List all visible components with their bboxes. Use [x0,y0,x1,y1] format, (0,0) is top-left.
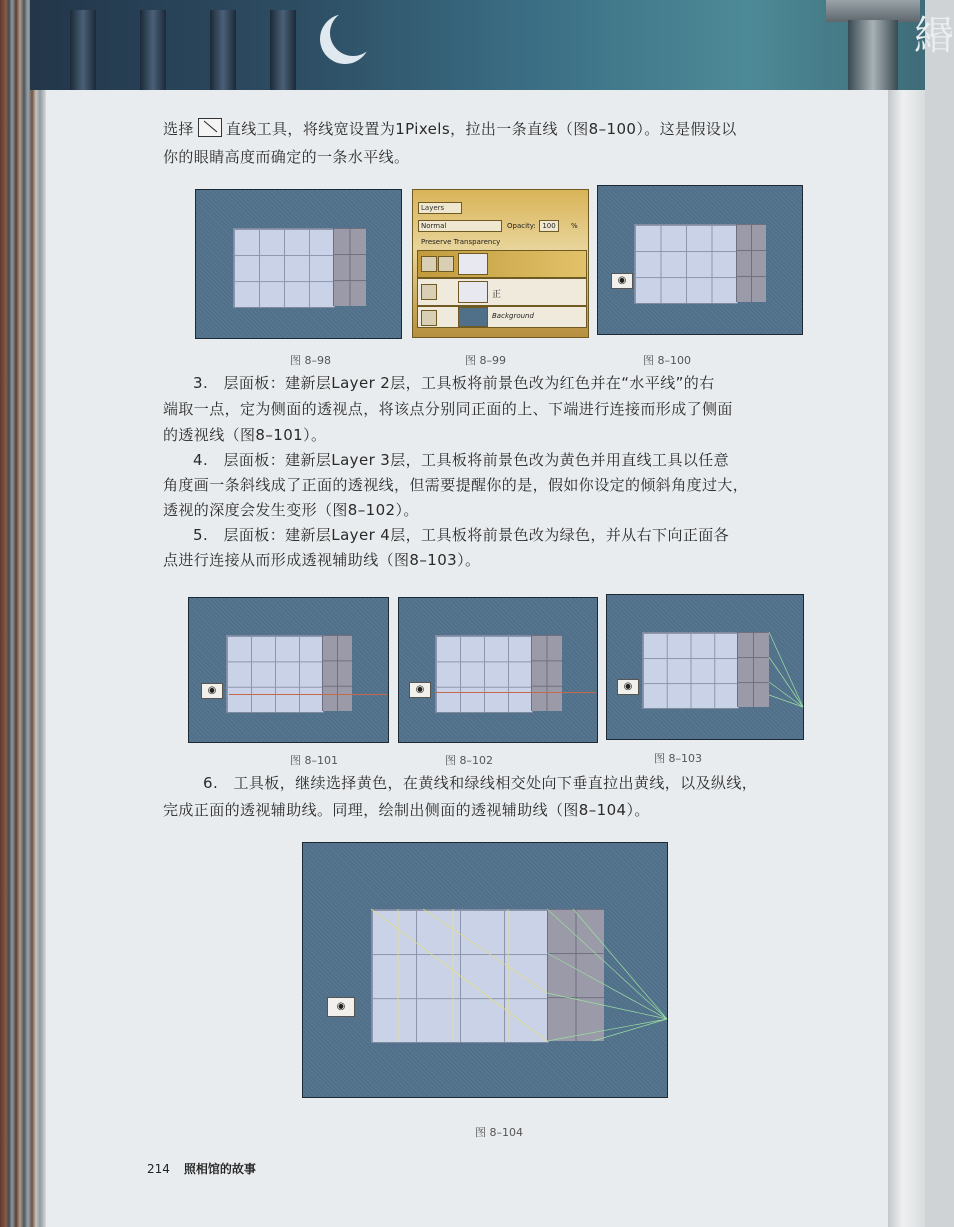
eye-icon: ◉ [617,679,639,695]
caption: 图 8–99 [465,354,506,367]
paragraph-line: 端取一点，定为侧面的透视点，将该点分别同正面的上、下端进行连接而形成了侧面 [163,400,733,418]
eye-icon: ◉ [409,682,431,698]
banner-glyph: 緡 [914,13,954,59]
figure-8-104 [302,842,668,1098]
layer-name: 正 [492,290,502,300]
page-number: 214 [147,1162,170,1176]
page-footer [147,1160,256,1177]
layer-row[interactable] [417,278,587,306]
side-face [736,224,766,302]
header-banner [30,0,954,90]
paragraph-line [163,118,737,141]
book-title: 照相馆的故事 [183,1162,256,1176]
eye-icon: ◉ [611,273,633,289]
layer-row[interactable] [417,250,587,278]
caption: 图 8–101 [290,754,338,767]
paragraph-line: 4. 层面板：建新层Layer 3层，工具板将前景色改为黄色并用直线工具以任意 [193,451,730,469]
banner-column [140,10,166,90]
layer-thumbnail [458,307,488,327]
caption: 图 8–103 [654,752,702,765]
eye-icon: ◉ [327,997,355,1017]
paragraph-line: 透视的深度会发生变形（图8–102）。 [163,501,419,519]
opacity-input[interactable]: 100 [539,220,559,232]
banner-capital [826,0,920,22]
perspective-lines [607,595,803,739]
layer-thumbnail [458,253,488,275]
caption: 图 8–100 [643,354,691,367]
front-face [435,635,533,713]
front-face [634,224,738,304]
text: 选择 [163,120,194,138]
banner-column [70,10,96,90]
paragraph-line: 点进行连接从而形成透视辅助线（图8–103）。 [163,551,481,569]
banner-column [210,10,236,90]
brush-icon[interactable] [438,256,454,272]
perspective-lines [303,843,667,1097]
horizon-line [435,692,596,693]
figure-8-102 [398,597,598,743]
eye-icon[interactable] [421,256,437,272]
moon-graphic [330,10,376,56]
figure-8-100 [597,185,803,335]
side-face [333,228,366,306]
paragraph-line: 完成正面的透视辅助线。同理，绘制出侧面的透视辅助线（图8–104）。 [163,801,650,819]
side-face [531,635,562,711]
caption: 图 8–102 [445,754,493,767]
line-tool-icon [198,118,222,137]
paragraph-line: 你的眼睛高度而确定的一条水平线。 [163,148,410,166]
palette-tab[interactable]: Layers [418,202,462,214]
layers-palette [412,189,589,338]
eye-icon[interactable] [421,284,437,300]
paragraph-line: 3. 层面板：建新层Layer 2层，工具板将前景色改为红色并在“水平线”的右 [193,374,715,392]
figure-8-98 [195,189,402,339]
side-face [322,635,352,711]
paragraph-line: 6. 工具板，继续选择黄色，在黄线和绿线相交处向下垂直拉出黄线，以及纵线， [203,774,758,792]
horizon-line [229,694,387,695]
layer-thumbnail [458,281,488,303]
opacity-unit: % [571,222,578,230]
figure-8-101 [188,597,389,743]
figure-8-103 [606,594,804,740]
paragraph-line: 5. 层面板：建新层Layer 4层，工具板将前景色改为绿色，并从右下向正面各 [193,526,730,544]
banner-pillar [848,20,898,90]
paragraph-line: 的透视线（图8–101）。 [163,426,327,444]
preserve-transparency-checkbox[interactable]: Preserve Transparency [421,238,501,246]
front-face [226,635,324,713]
blend-mode-select[interactable]: Normal [418,220,502,232]
caption: 图 8–104 [475,1126,523,1139]
book-edge [0,0,46,1227]
caption: 图 8–98 [290,354,331,367]
banner-column [270,10,296,90]
page-fold [888,90,925,1227]
eye-icon[interactable] [421,310,437,326]
paragraph-line: 角度画一条斜线成了正面的透视线，但需要提醒你的是，假如你设定的倾斜角度过大， [163,476,749,494]
layer-name: Background [492,312,534,320]
eye-icon: ◉ [201,683,223,699]
layer-row-background[interactable] [417,306,587,328]
opacity-label: Opacity: [507,222,536,230]
front-face [233,228,335,308]
text: 直线工具，将线宽设置为1Pixels，拉出一条直线（图8–100）。这是假设以 [225,120,737,138]
